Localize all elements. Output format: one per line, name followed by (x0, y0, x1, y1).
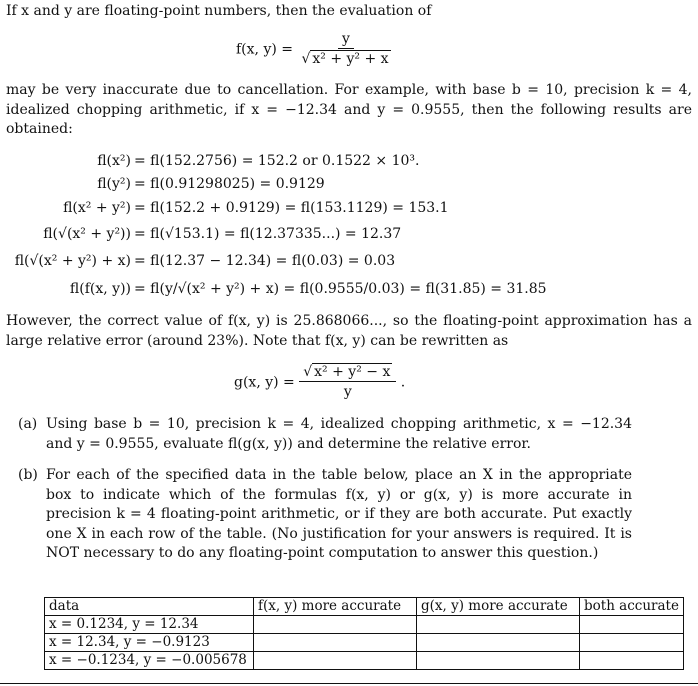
eq-lhs: fl(√(x² + y²)) (43, 226, 131, 242)
answer-cell-g[interactable] (417, 652, 580, 670)
question-b-text: For each of the specified data in the table below, place an X in the appropriate box to indicate which of the formulas f(x, y) or g(x, y) is more accurate in precision k = 4 floating-point arithmetic, or if they are both accurate. Put exactly one X in each row of the table. (No justification for your answers is required. It is NOT necessary to do any floating-point computation to answer this question.) (46, 467, 632, 561)
eq-rhs: = fl(152.2756) = 152.2 or 0.1522 × 10³. (134, 153, 420, 169)
table-row (45, 634, 684, 652)
f-lhs: f(x, y) = (236, 41, 293, 58)
answer-cell-f[interactable] (254, 616, 417, 634)
table-header-row (45, 598, 684, 616)
eq-rhs: = fl(12.37 − 12.34) = fl(0.03) = 0.03 (134, 253, 396, 269)
question-b (18, 466, 632, 564)
page-bottom-rule (0, 683, 698, 684)
paragraph-example: may be very inaccurate due to cancellation. For example, with base b = 10, precision k = 4, idealized chopping arithmetic, if x = −12.34 and y = 0.9555, then the following results are obtained: (6, 82, 692, 137)
table-row (45, 616, 684, 634)
answer-cell-g[interactable] (417, 634, 580, 652)
header-g-more-accurate: g(x, y) more accurate (417, 598, 580, 616)
answer-cell-both[interactable] (580, 652, 684, 670)
f-numerator: y (338, 30, 354, 49)
question-a-label: (a) (18, 416, 38, 432)
eq-lhs: fl(√(x² + y²) + x) (14, 253, 131, 269)
answer-table (44, 597, 684, 670)
intro-text: If x and y are floating-point numbers, then the evaluation of (6, 3, 432, 19)
eq-rhs: = fl(152.2 + 0.9129) = fl(153.1129) = 153.1 (134, 200, 449, 216)
eq-lhs: fl(f(x, y)) (69, 281, 131, 297)
eq-rhs: = fl(y/√(x² + y²) + x) = fl(0.9555/0.03) = fl(31.85) = 31.85 (134, 281, 547, 297)
answer-cell-f[interactable] (254, 652, 417, 670)
table-row (45, 652, 684, 670)
paragraph-correct-value: However, the correct value of f(x, y) is 25.868066..., so the floating-point approximation has a large relative error (around 23%). Note that f(x, y) can be rewritten as (6, 313, 692, 349)
g-lhs: g(x, y) = (234, 374, 295, 391)
eq-lhs: fl(x² + y²) (63, 200, 131, 216)
eq-lhs: fl(y²) (97, 176, 131, 192)
g-denominator: y (343, 384, 352, 400)
question-a-text: Using base b = 10, precision k = 4, idealized chopping arithmetic, x = −12.34 and y = 0.9555, evaluate fl(g(x, y)) and determine the relative error. (46, 416, 632, 452)
g-formula: g(x, y) = $\frac{\text{√ x² + y² − x}}{y}$ . (234, 364, 406, 400)
answer-cell-both[interactable] (580, 616, 684, 634)
header-data: data (45, 598, 254, 616)
answer-cell-f[interactable] (254, 634, 417, 652)
header-both-accurate: both accurate (580, 598, 684, 616)
row-data-cell: x = 12.34, y = −0.9123 (45, 634, 254, 652)
eq-lhs: fl(x²) (97, 153, 131, 169)
eq-rhs: = fl(√153.1) = fl(12.37335...) = 12.37 (134, 226, 402, 242)
question-a (18, 415, 632, 454)
row-data-cell: x = −0.1234, y = −0.005678 (45, 652, 254, 670)
question-b-label: (b) (18, 467, 38, 483)
row-data-cell: x = 0.1234, y = 12.34 (45, 616, 254, 634)
header-f-more-accurate: f(x, y) more accurate (254, 598, 417, 616)
f-formula: f(x, y) = $\frac{y}{\text{√ x² + y² + x}}$ (236, 31, 389, 67)
f-denominator: x² + y² + x (312, 51, 389, 67)
eq-rhs: = fl(0.91298025) = 0.9129 (134, 176, 325, 192)
answer-cell-both[interactable] (580, 634, 684, 652)
g-numerator: x² + y² − x (314, 364, 391, 380)
answer-cell-g[interactable] (417, 616, 580, 634)
